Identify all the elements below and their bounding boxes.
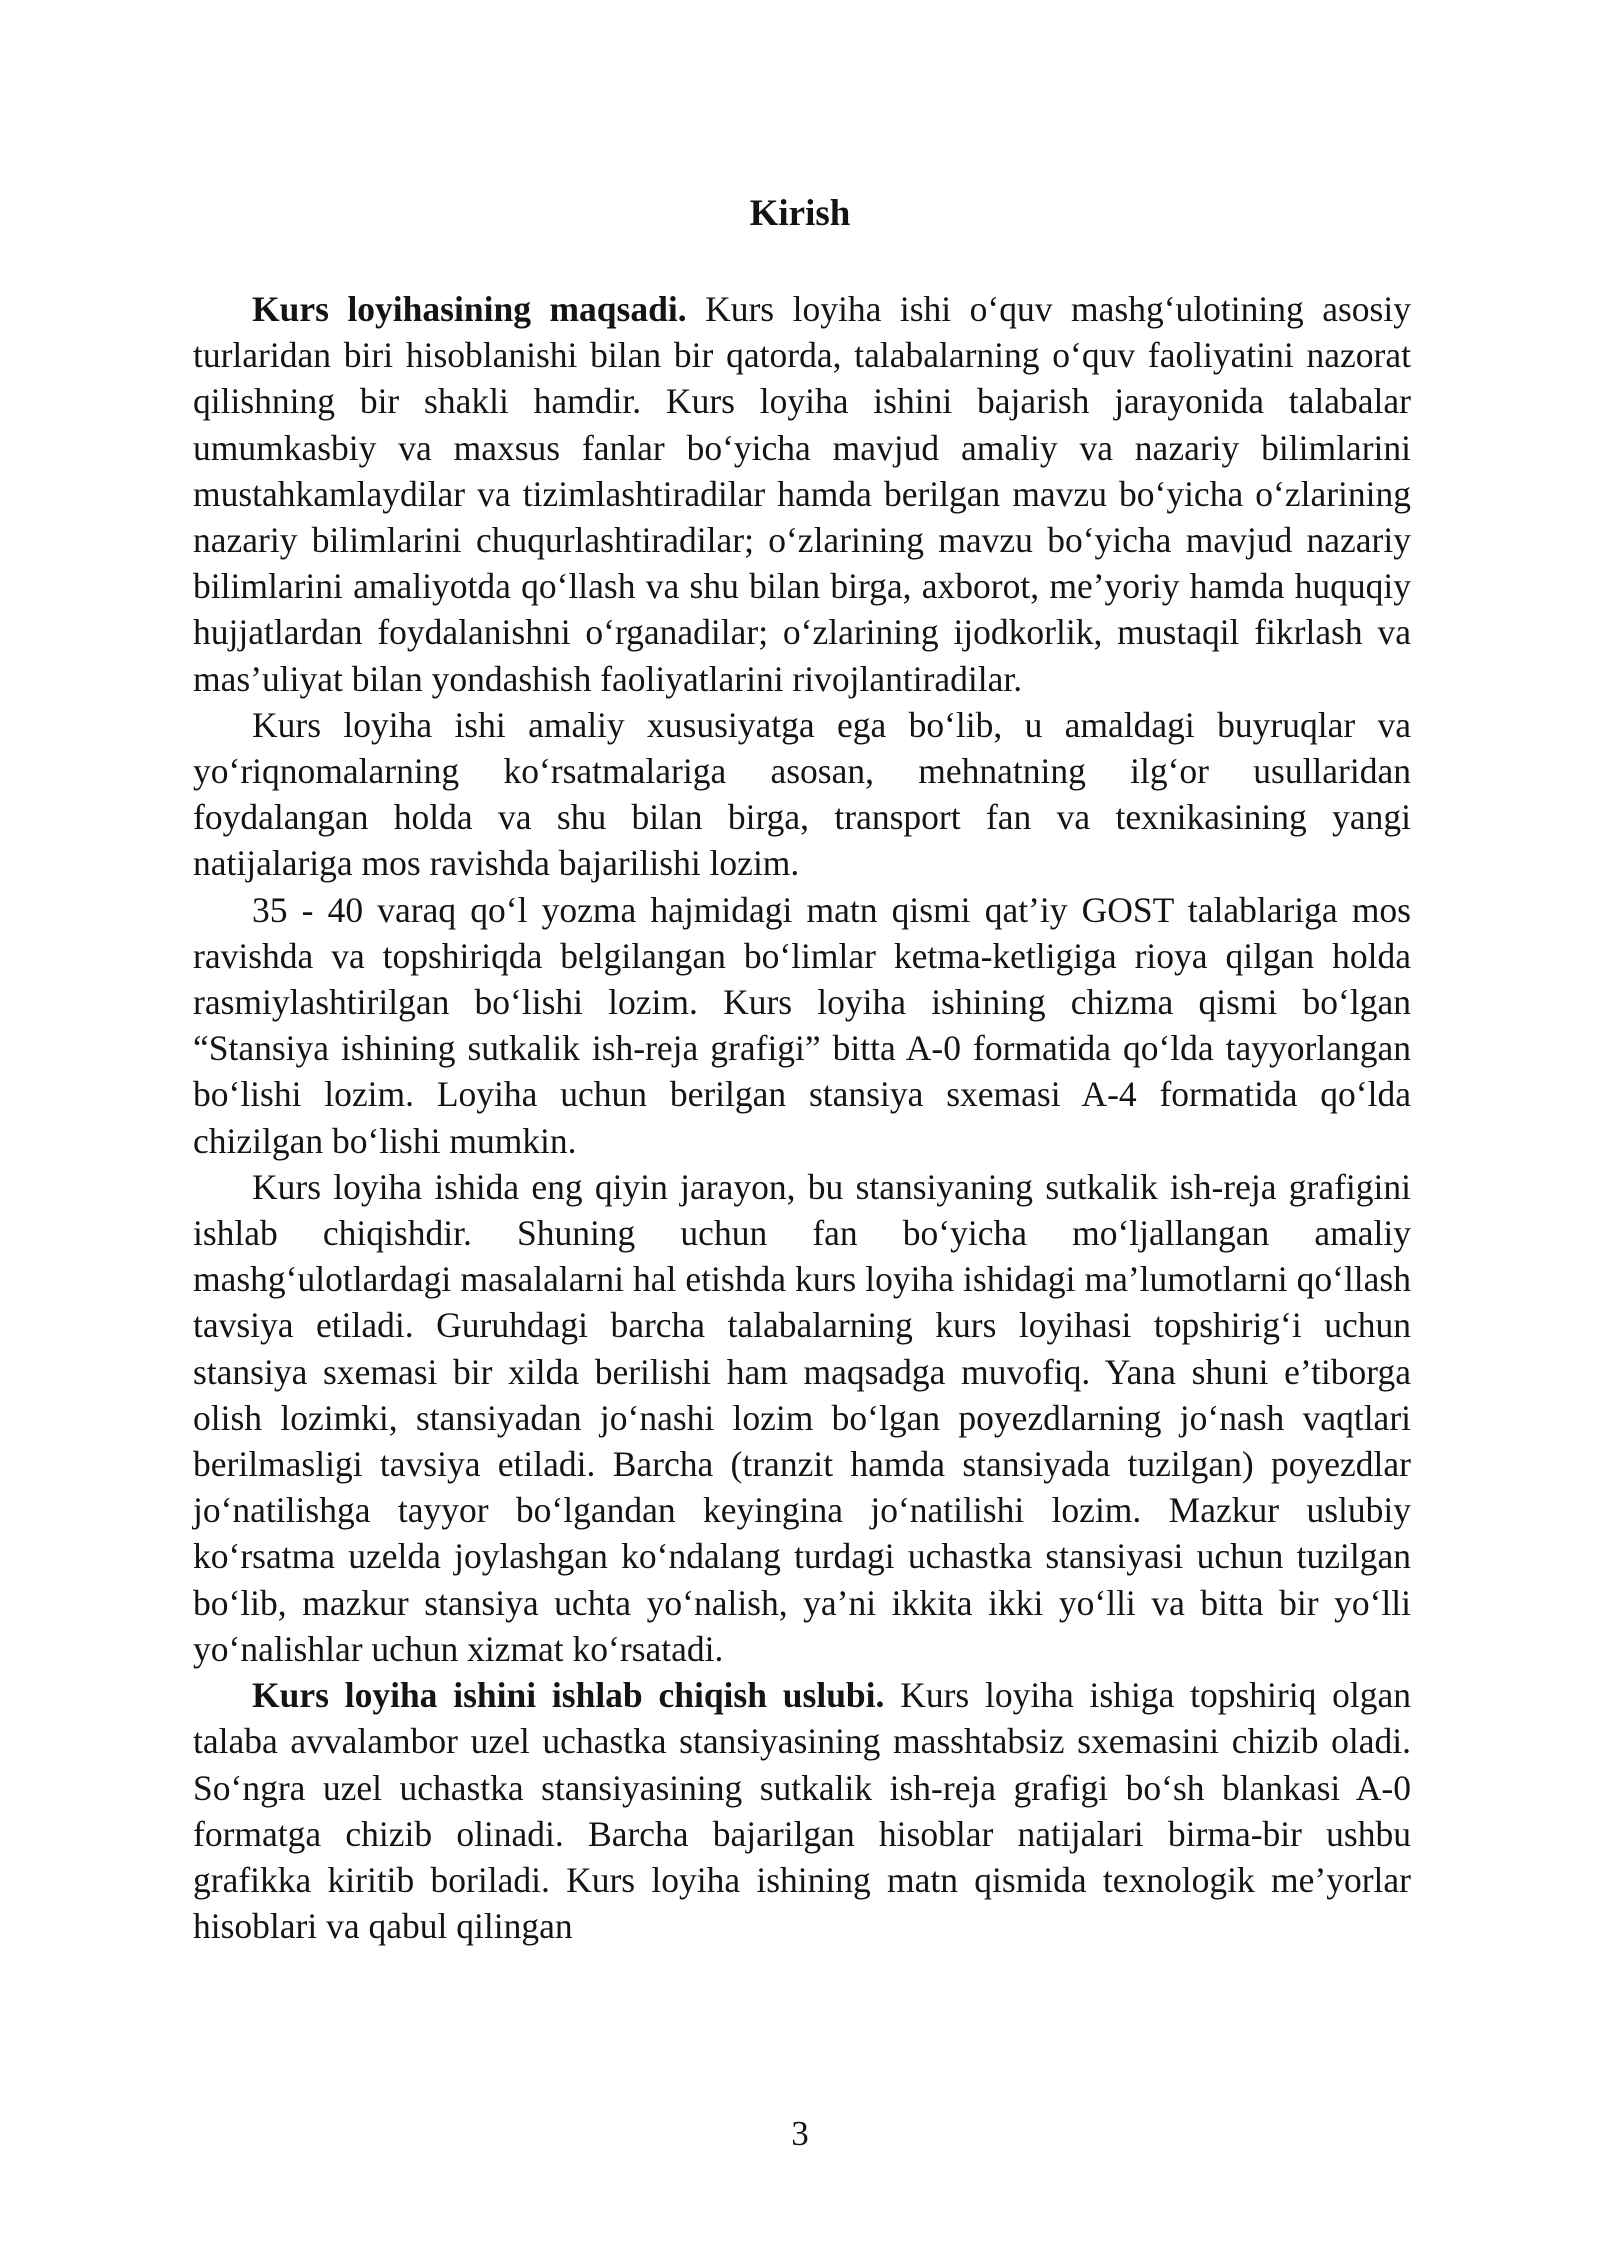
paragraph-lead-heading: Kurs loyihasining maqsadi.: [252, 289, 687, 329]
paragraph-text: Kurs loyiha ishida eng qiyin jarayon, bu stansiyaning sutkalik ish-reja grafigini ishlab chiqishdir. Shuning uchun fan bo‘yicha mo‘ljallangan amaliy mashg‘ulotlardagi masalalarni hal etishda kurs loyiha ishidagi ma’lumotlarni qo‘llash tavsiya etiladi. Guruhdagi barcha talabalarning kurs loyihasi topshirig‘i uchun stansiya sxemasi bir xilda berilishi ham maqsadga muvofiq. Yana shuni e’tiborga olish lozimki, stansiyadan jo‘nashi lozim bo‘lgan poyezdlarning jo‘nash vaqtlari berilmasligi tavsiya etiladi. Barcha (tranzit hamda stansiyada tuzilgan) poyezdlar jo‘natilishga tayyor bo‘lgandan keyingina jo‘natilishi lozim. Mazkur uslubiy ko‘rsatma uzelda joylashgan ko‘ndalang turdagi uchastka stansiyasi uchun tuzilgan bo‘lib, mazkur stansiya uchta yo‘nalish, ya’ni ikkita ikki yo‘lli va bitta bir yo‘lli yo‘nalishlar uchun xizmat ko‘rsatadi.: [193, 1166, 1411, 1669]
paragraph-text: Kurs loyiha ishi o‘quv mashg‘ulotining asosiy turlaridan biri hisoblanishi bilan bir qatorda, talabalarning o‘quv faoliyatini nazorat qilishning bir shakli hamdir. Kurs loyiha ishini bajarish jarayonida talabalar umumkasbiy va maxsus fanlar bo‘yicha mavjud amaliy va nazariy bilimlarini mustahkamlaydilar va tizimlashtiradilar hamda berilgan mavzu bo‘yicha o‘zlarining nazariy bilimlarini chuqurlashtiradilar; o‘zlarining mavzu bo‘yicha mavjud nazariy bilimlarini amaliyotda qo‘llash va shu bilan birga, axborot, me’yoriy hamda huquqiy hujjatlardan foydalanishni o‘rganadilar; o‘zlarining ijodkorlik, mustaqil fikrlash va mas’uliyat bilan yondashish faoliyatlarini rivojlantiradilar.: [193, 289, 1411, 699]
paragraph-purpose: [193, 286, 1411, 702]
paragraph-difficult-process: [193, 1164, 1411, 1672]
section-title: Kirish: [749, 193, 851, 234]
body-text: [193, 286, 1411, 1949]
paragraph-text: Kurs loyiha ishiga topshiriq olgan talaba avvalambor uzel uchastka stansiyasining masshtabsiz sxemasini chizib oladi. So‘ngra uzel uchastka stansiyasining sutkalik ish-reja grafigi bo‘sh blankasi A-0 formatga chizib olinadi. Barcha bajarilgan hisoblar natijalari birma-bir ushbu grafikka kiritib boriladi. Kurs loyiha ishining matn qismida texnologik me’yorlar hisoblari va qabul qilingan: [193, 1675, 1411, 1947]
paragraph-text: Kurs loyiha ishi amaliy xususiyatga ega bo‘lib, u amaldagi buyruqlar va yo‘riqnomalarning ko‘rsatmalariga asosan, mehnatning ilg‘or usullaridan foydalangan holda va shu bilan birga, transport fan va texnikasining yangi natijalariga mos ravishda bajarilishi lozim.: [193, 704, 1411, 884]
paragraph-text: 35 - 40 varaq qo‘l yozma hajmidagi matn qismi qat’iy GOST talablariga mos ravishda va topshiriqda belgilangan bo‘limlar ketma-ketligiga rioya qilgan holda rasmiylashtirilgan bo‘lishi lozim. Kurs loyiha ishining chizma qismi bo‘lgan “Stansiya ishining sutkalik ish-reja grafigi” bitta A-0 formatida qo‘lda tayyorlangan bo‘lishi lozim. Loyiha uchun berilgan stansiya sxemasi A-4 formatida qo‘lda chizilgan bo‘lishi mumkin.: [193, 889, 1411, 1161]
page-number: 3: [791, 2114, 809, 2153]
paragraph-lead-heading: Kurs loyiha ishini ishlab chiqish uslubi.: [252, 1675, 885, 1716]
paragraph-volume-requirements: [193, 887, 1411, 1164]
paragraph-methodology: [193, 1672, 1411, 1949]
paragraph-practical-nature: [193, 702, 1411, 887]
